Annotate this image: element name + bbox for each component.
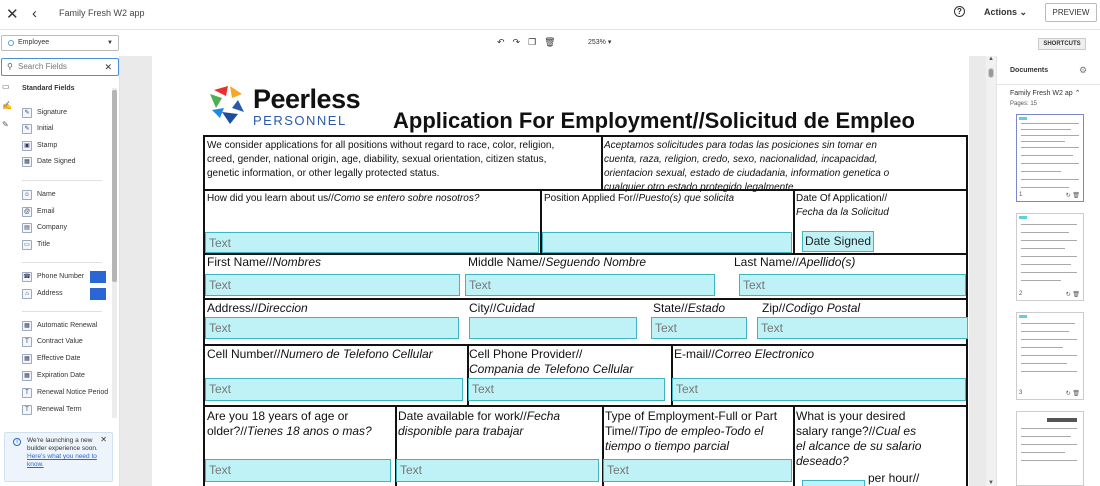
brand-name: Peerless <box>253 84 361 114</box>
position-label <box>544 192 734 206</box>
thumbnail-line <box>1021 347 1063 348</box>
thumbnail-line <box>1021 179 1079 180</box>
email-field[interactable]: Text <box>672 378 966 401</box>
thumbnail-barcode <box>1047 418 1077 422</box>
fields-panel <box>0 56 120 486</box>
caret-down-icon: ▼ <box>107 40 113 46</box>
premium-badge <box>90 288 106 300</box>
peerless-logo-icon <box>208 84 246 124</box>
delete-icon[interactable]: 🗑 <box>544 37 556 47</box>
field-renewal-term[interactable] <box>22 404 82 416</box>
zoom-value: 253% <box>588 39 606 46</box>
divider <box>22 311 102 312</box>
actions-label: Actions <box>984 7 1018 17</box>
eeo-statement-es <box>604 139 889 195</box>
thumbnail-field-mark <box>1019 216 1027 219</box>
thumbnail-line <box>1021 129 1071 130</box>
field-email[interactable] <box>22 206 55 218</box>
field-label: Address <box>37 290 63 297</box>
document-canvas <box>120 56 986 486</box>
shortcuts-button[interactable]: SHORTCUTS <box>1038 38 1086 50</box>
eeo-statement-en <box>207 139 554 181</box>
label-en: Are you 18 years of age or <box>207 409 349 423</box>
city-field[interactable] <box>469 317 637 339</box>
field-label: Expiration Date <box>37 372 85 379</box>
field-signature[interactable] <box>22 107 67 119</box>
editor-toolbar <box>0 30 1100 56</box>
title-icon: ▭ <box>22 240 32 250</box>
back-icon[interactable]: ‹ <box>32 5 37 22</box>
field-label: Company <box>37 224 67 231</box>
search-icon: ⚲ <box>7 62 13 71</box>
field-label: Renewal Notice Period <box>37 389 109 396</box>
section-title: Standard Fields <box>22 85 75 92</box>
date-signed-field[interactable]: Date Signed <box>802 231 874 252</box>
zoom-select[interactable]: 253% ▾ <box>588 39 612 46</box>
field-label: Phone Number <box>37 273 85 280</box>
label-es: Tienes 18 anos o mas? <box>247 424 372 438</box>
label-es: Puesto(s) que solicita <box>638 193 735 204</box>
label-es: Fecha da la Solicitud <box>796 207 889 218</box>
page-meta <box>1016 192 1084 202</box>
thumbnail-line <box>1021 187 1069 188</box>
fields-scrollbar-thumb[interactable] <box>112 90 117 282</box>
first-name-field[interactable]: Text <box>205 274 460 296</box>
label-es: Como se entero sobre nosotros? <box>333 193 480 204</box>
page-thumbnail[interactable] <box>1016 213 1084 301</box>
field-label: Stamp <box>37 142 58 149</box>
page-number: 2 <box>1019 291 1023 297</box>
notice-text: We're launching a new builder experience soon. <box>27 437 98 452</box>
text-icon: T <box>22 337 32 347</box>
field-expiration-date[interactable] <box>22 370 85 382</box>
thumbnail-line <box>1021 163 1079 164</box>
field-label: Contract Value <box>37 338 83 345</box>
recipient-color-dot <box>8 40 14 46</box>
label-es: Direccion <box>257 301 308 315</box>
label-en: Zip// <box>762 301 786 315</box>
page-count: Pages: 15 <box>1010 101 1038 107</box>
calendar-icon: ▦ <box>22 157 32 167</box>
phone-icon: ☎ <box>23 274 31 280</box>
canvas-scrollbar[interactable] <box>986 56 996 486</box>
stamp-icon: ▣ <box>22 141 32 151</box>
divider <box>997 84 1100 85</box>
thumbnail-field-mark <box>1019 117 1027 120</box>
label-es: Fecha <box>526 409 561 423</box>
info-icon: i <box>13 438 21 446</box>
eeo-en-line: We consider applications for all positions without regard to race, color, religion, <box>207 140 555 151</box>
availability-field[interactable]: Text <box>396 459 599 482</box>
email-label <box>674 347 814 362</box>
signature-icon: ✎ <box>22 108 32 118</box>
field-contract-value[interactable] <box>22 336 83 348</box>
page-meta <box>1016 390 1084 400</box>
gear-icon[interactable]: ⚙ <box>1079 65 1088 75</box>
page-number: 1 <box>1019 192 1023 198</box>
thumbnail-line <box>1021 280 1061 281</box>
renewal-icon: ▦ <box>22 321 32 331</box>
label-es: Estado <box>687 301 726 315</box>
rule <box>793 189 795 253</box>
address-label <box>207 301 308 316</box>
zip-label <box>762 301 860 316</box>
last-name-label <box>734 255 855 270</box>
eeo-es-line: cualquier otro estado protegido legalmente. <box>604 182 797 193</box>
signature-tab-icon[interactable]: ✍ <box>2 101 12 110</box>
page-thumbnail[interactable] <box>1016 411 1084 486</box>
builder-notice <box>4 432 113 482</box>
employment-type-label <box>605 409 777 454</box>
field-label: Email <box>37 208 55 215</box>
age-label <box>207 409 372 439</box>
salary-field[interactable] <box>802 480 865 486</box>
label-en: State// <box>653 301 688 315</box>
thumbnail-line <box>1021 363 1067 364</box>
documents-panel <box>996 56 1100 486</box>
document-name-text: Family Fresh W2 ap <box>1010 90 1073 97</box>
chevron-down-icon: ⌄ <box>1019 7 1028 17</box>
edit-tools <box>497 37 564 48</box>
thumbnail-line <box>1021 135 1079 136</box>
eeo-es-line: Aceptamos solicitudes para todas las posiciones sin tomar en <box>604 140 877 151</box>
form-title: Application For Employment//Solicitud de Empleo <box>393 108 915 133</box>
thumbnail-line <box>1021 444 1077 445</box>
eeo-en-line: creed, gender, national origin, age, diability, sexual orientation, citizen status, <box>207 154 547 165</box>
thumbnail-line <box>1021 331 1069 332</box>
last-name-field[interactable]: Text <box>739 274 966 296</box>
thumbnail-line <box>1021 123 1079 124</box>
field-label: Renewal Term <box>37 406 82 413</box>
field-initial[interactable] <box>22 123 53 135</box>
preview-button[interactable]: PREVIEW <box>1045 3 1097 22</box>
thumbnail-line <box>1021 240 1077 241</box>
label-en: older?// <box>207 424 248 438</box>
text-icon: T <box>22 388 32 398</box>
documents-title: Documents <box>1010 67 1049 74</box>
recipient-select[interactable] <box>1 35 119 51</box>
label-en: Last Name// <box>734 255 799 269</box>
field-label: Automatic Renewal <box>37 322 98 329</box>
state-field[interactable]: Text <box>651 317 747 339</box>
thumbnail-line <box>1021 339 1077 340</box>
cell-number-label <box>207 347 433 362</box>
search-input[interactable] <box>1 58 119 76</box>
email-icon: @ <box>23 209 31 215</box>
panel-rail <box>0 82 14 139</box>
divider <box>22 180 102 181</box>
label-en: Time// <box>605 424 638 438</box>
thumbnail-line <box>1021 323 1075 324</box>
close-icon[interactable]: ✕ <box>6 6 19 23</box>
pen-tab-icon[interactable]: ✎ <box>2 120 9 129</box>
thumbnail-line <box>1021 155 1073 156</box>
premium-badge <box>90 271 106 283</box>
city-label <box>469 301 534 316</box>
recipient-label: Employee <box>18 39 50 46</box>
thumbnail-line <box>1021 272 1077 273</box>
application-form-grid <box>203 135 968 486</box>
label-es: Apellido(s) <box>798 255 856 269</box>
page-thumbnail[interactable] <box>1016 114 1084 202</box>
thumbnail-line <box>1021 371 1077 372</box>
middle-name-label <box>468 255 646 270</box>
label-en: Date available for work// <box>398 409 527 423</box>
cell-number-field[interactable]: Text <box>205 378 463 401</box>
date-application-label <box>796 192 889 220</box>
document-page <box>152 56 969 486</box>
document-name[interactable] <box>1010 89 1080 97</box>
thumbnail-line <box>1021 460 1077 461</box>
field-address[interactable] <box>22 288 108 300</box>
learn-text-field[interactable]: Text <box>205 232 539 253</box>
field-label: Title <box>37 241 50 248</box>
copy-icon[interactable]: ❐ <box>528 37 537 47</box>
calendar-icon: ▦ <box>22 354 32 364</box>
label-en: Address// <box>207 301 258 315</box>
address-field[interactable]: Text <box>205 317 459 339</box>
rule <box>793 405 795 486</box>
rule <box>205 344 968 346</box>
rule <box>205 298 968 300</box>
label-en: E-mail// <box>674 347 715 361</box>
notice-link[interactable]: Here's what you need to know. <box>27 453 97 468</box>
close-notice-icon[interactable]: ✕ <box>100 435 107 444</box>
label-es: Cual es <box>875 424 917 438</box>
chevron-up-icon: ⌃ <box>1074 90 1081 97</box>
address-icon: ⌂ <box>22 289 32 299</box>
label-es: Codigo Postal <box>785 301 861 315</box>
field-label: Name <box>37 191 56 198</box>
page-actions-icon[interactable]: ↻ 🗑 <box>1065 193 1080 199</box>
document-title: Family Fresh W2 app <box>59 8 145 18</box>
label-en: Cell Phone Provider// <box>469 347 583 361</box>
fields-tab-icon[interactable]: ▭ <box>2 82 10 91</box>
scroll-up-icon[interactable]: ▲ <box>988 56 994 62</box>
label-en: Date Of Application// <box>796 193 888 204</box>
initial-icon: ✎ <box>22 124 32 134</box>
first-name-label <box>207 255 321 270</box>
thumbnail-line <box>1021 355 1077 356</box>
label-en: Type of Employment-Full or Part <box>605 409 778 423</box>
field-label: Date Signed <box>37 158 76 165</box>
field-renewal-notice-period[interactable] <box>22 387 108 399</box>
thumbnail-line <box>1021 256 1077 257</box>
cell-provider-label <box>469 347 633 377</box>
label-es: Seguendo Nombre <box>545 255 647 269</box>
thumbnail-line <box>1021 264 1071 265</box>
label-en: City// <box>469 301 497 315</box>
field-date-signed[interactable] <box>22 156 76 168</box>
field-effective-date[interactable] <box>22 353 80 365</box>
label-es: Correo Electronico <box>714 347 815 361</box>
label-es: Numero de Telefono Cellular <box>280 347 433 361</box>
state-label <box>653 301 725 316</box>
undo-icon[interactable]: ↶ <box>497 37 505 47</box>
field-label: Signature <box>37 109 67 116</box>
page-number: 3 <box>1019 390 1023 396</box>
label-es: disponible para trabajar <box>398 424 524 438</box>
top-bar <box>0 0 1100 30</box>
field-label: Initial <box>37 125 54 132</box>
label-en: salary range?// <box>796 424 876 438</box>
label-en: Position Applied For// <box>544 193 639 204</box>
search-placeholder: Search Fields <box>18 62 67 71</box>
middle-name-field[interactable]: Text <box>465 274 715 296</box>
brand-subtitle: PERSONNEL <box>253 113 347 128</box>
company-icon: ▤ <box>22 223 32 233</box>
availability-label <box>398 409 560 439</box>
redo-icon[interactable]: ↷ <box>512 37 521 47</box>
label-es: Cuidad <box>496 301 535 315</box>
thumbnail-line <box>1021 452 1065 453</box>
label-es: Nombres <box>272 255 322 269</box>
label-en: Middle Name// <box>468 255 546 269</box>
thumbnail-line <box>1021 436 1071 437</box>
thumbnail-line <box>1021 147 1079 148</box>
employment-type-field[interactable]: Text <box>603 459 792 482</box>
rule <box>601 137 603 189</box>
field-company[interactable] <box>22 222 67 234</box>
page-actions-icon[interactable]: ↻ 🗑 <box>1065 292 1080 298</box>
page-meta <box>1016 291 1084 301</box>
thumbnail-line <box>1021 248 1065 249</box>
label-es: el alcance de su salario <box>796 439 922 453</box>
label-en: What is your desired <box>796 409 906 423</box>
help-icon[interactable]: ? <box>954 6 965 17</box>
eeo-en-line: genetic information, or other legally protected status. <box>207 168 440 179</box>
divider <box>22 262 102 263</box>
field-phone-number[interactable] <box>22 271 108 283</box>
page-thumbnail[interactable] <box>1016 312 1084 400</box>
eeo-es-line: orientacion sexual, estado de ciudadania, information genetica o <box>604 168 890 179</box>
label-es: Tipo de empleo-Todo el <box>637 424 764 438</box>
position-text-field[interactable] <box>542 232 792 253</box>
eeo-es-line: cuenta, raza, religion, credo, sexo, nacionalidad, incapacidad, <box>604 154 878 165</box>
thumbnail-line <box>1021 428 1077 429</box>
label-en: How did you learn about us// <box>207 193 334 204</box>
thumbnail-field-mark <box>1019 315 1027 318</box>
field-label: Effective Date <box>37 355 81 362</box>
thumbnail-line <box>1021 224 1077 225</box>
label-es: Compania de Telefono Cellular <box>469 362 634 376</box>
scroll-down-icon[interactable]: ▼ <box>988 480 994 486</box>
thumbnail-line <box>1021 171 1061 172</box>
field-stamp[interactable] <box>22 140 57 152</box>
field-automatic-renewal[interactable] <box>22 320 97 332</box>
page-actions-icon[interactable]: ↻ 🗑 <box>1065 391 1080 397</box>
label-en: First Name// <box>207 255 273 269</box>
thumbnail-line <box>1021 141 1065 142</box>
text-icon: T <box>22 405 32 415</box>
age-field[interactable]: Text <box>205 459 391 482</box>
learn-label <box>207 192 479 206</box>
actions-menu[interactable] <box>984 7 1027 18</box>
canvas-scrollbar-thumb[interactable] <box>988 68 994 78</box>
calendar-icon: ▦ <box>22 371 32 381</box>
field-name[interactable] <box>22 189 56 201</box>
label-es: deseado? <box>796 454 849 468</box>
label-es: tiempo o tiempo parcial <box>605 439 730 453</box>
field-title[interactable] <box>22 239 50 251</box>
rule <box>205 405 968 407</box>
clear-search-icon[interactable]: ✕ <box>104 62 112 72</box>
label-en: Cell Number// <box>207 347 281 361</box>
person-icon: ☺ <box>23 192 31 198</box>
zip-field[interactable]: Text <box>757 317 968 339</box>
per-hour-label: per hour// <box>868 471 920 485</box>
salary-label <box>796 409 921 469</box>
cell-provider-field[interactable]: Text <box>468 378 665 401</box>
thumbnail-line <box>1021 232 1069 233</box>
